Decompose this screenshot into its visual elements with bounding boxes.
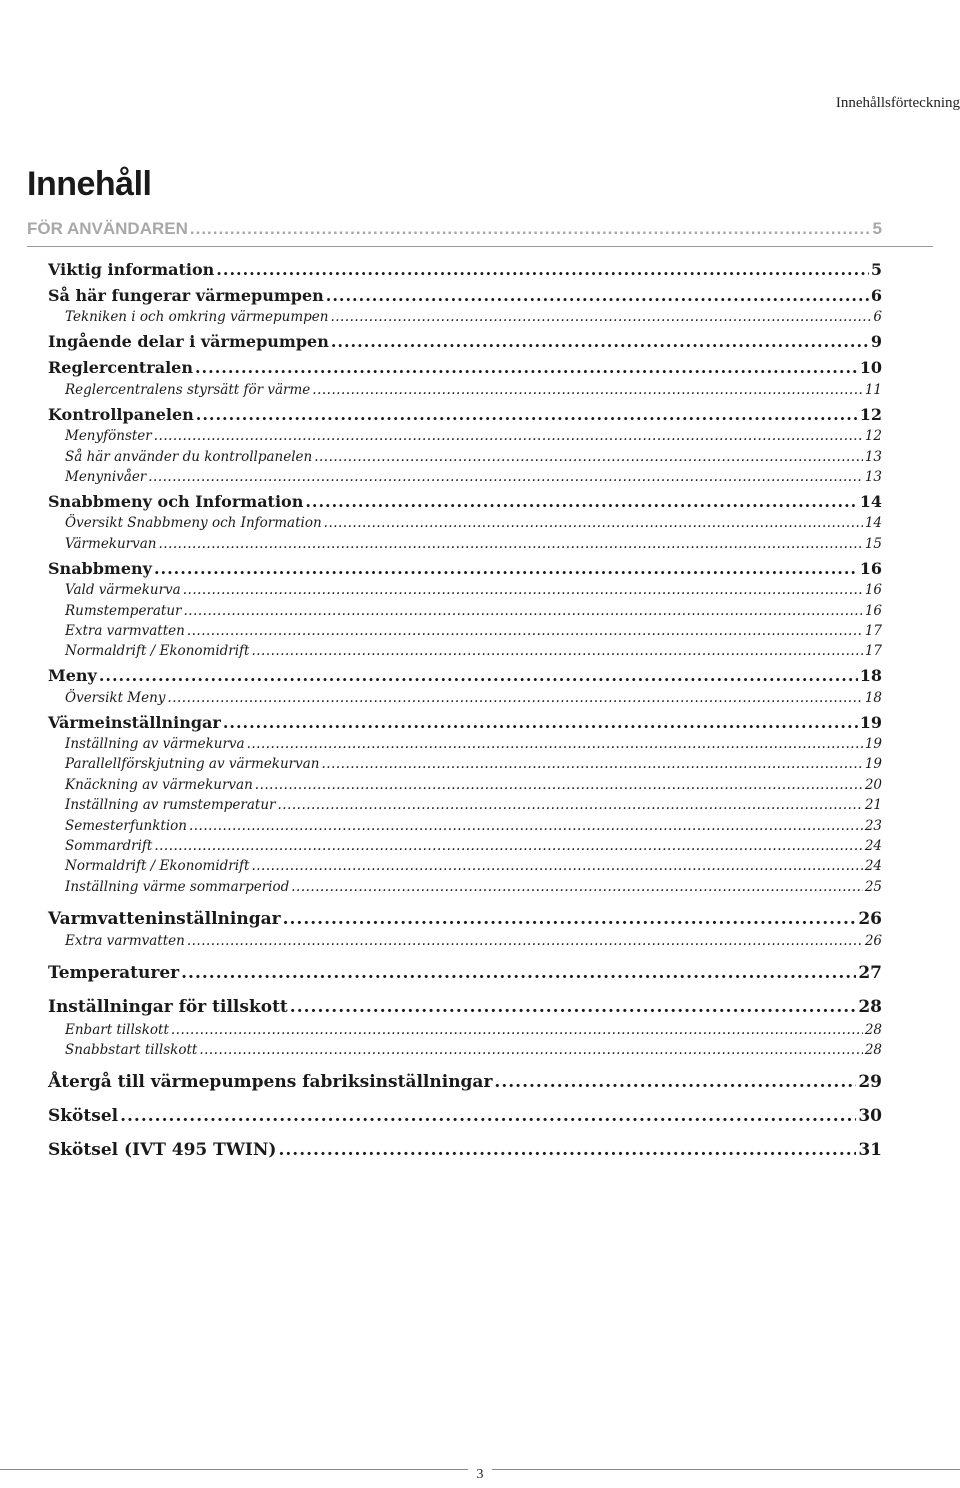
toc-entry[interactable]: [48, 465, 882, 485]
toc-entry-title: Reglercentralens styrsätt för värme: [65, 381, 311, 398]
toc-entry[interactable]: [48, 813, 882, 833]
leader-dots: [99, 666, 858, 685]
toc-entry-title: Normaldrift / Ekonomidrift: [65, 858, 250, 875]
leader-dots: [314, 449, 863, 465]
running-header: Innehållsförteckning: [835, 95, 960, 111]
toc-entry-page: 21: [864, 797, 882, 814]
leader-dots: [331, 332, 869, 351]
toc-entry-title: Menyfönster: [65, 428, 152, 445]
toc-entry[interactable]: [48, 253, 882, 279]
toc-entry[interactable]: [48, 793, 882, 813]
table-of-contents: [48, 253, 882, 1160]
leader-dots: [120, 1106, 856, 1126]
toc-entry-title: Översikt Meny: [65, 689, 166, 706]
toc-entry[interactable]: [48, 706, 882, 732]
toc-entry-title: Reglercentralen: [48, 358, 193, 378]
leader-dots: [223, 713, 858, 732]
toc-entry-title: Extra varmvatten: [65, 933, 185, 950]
toc-entry-title: Viktig information: [48, 260, 215, 279]
leader-dots: [187, 933, 863, 949]
toc-entry-page: 16: [864, 582, 882, 599]
toc-entry-title: Så här använder du kontrollpanelen: [65, 448, 313, 465]
toc-entry-page: 20: [864, 776, 882, 793]
leader-dots: [290, 997, 857, 1017]
toc-entry-page: 24: [864, 858, 882, 875]
leader-dots: [195, 358, 858, 377]
toc-entry[interactable]: [48, 874, 882, 894]
leader-dots: [291, 879, 863, 895]
toc-entry-page: 6: [870, 286, 882, 305]
toc-entry-page: 12: [864, 428, 882, 445]
leader-dots: [187, 623, 863, 639]
leader-dots: [326, 286, 869, 305]
toc-entry-page: 6: [873, 309, 882, 326]
toc-entry[interactable]: [48, 854, 882, 874]
leader-dots: [247, 736, 863, 752]
toc-entry[interactable]: [48, 552, 882, 578]
toc-entry-page: 10: [859, 358, 882, 378]
toc-entry[interactable]: [48, 325, 882, 351]
toc-entry-title: Enbart tillskott: [65, 1021, 169, 1038]
toc-entry-title: Inställningar för tillskott: [48, 997, 288, 1018]
page-title: Innehåll: [27, 165, 152, 203]
toc-entry-title: Återgå till värmepumpens fabriksinställningar: [48, 1071, 493, 1092]
leader-dots: [277, 797, 862, 813]
leader-dots: [181, 963, 856, 983]
leader-dots: [283, 909, 857, 929]
toc-entry-page: 11: [864, 381, 882, 398]
leader-dots: [305, 492, 857, 511]
toc-entry[interactable]: [48, 1017, 882, 1037]
toc-entry-page: 12: [859, 404, 882, 424]
toc-entry-page: 28: [864, 1021, 882, 1038]
toc-entry-page: 27: [858, 963, 882, 984]
toc-entry[interactable]: [48, 732, 882, 752]
toc-entry[interactable]: [48, 1126, 882, 1160]
toc-entry-title: Knäckning av värmekurvan: [65, 776, 253, 793]
toc-entry[interactable]: [48, 1038, 882, 1058]
leader-dots: [324, 515, 863, 531]
toc-entry[interactable]: [48, 659, 882, 685]
toc-entry-page: 14: [859, 491, 882, 511]
leader-dots: [199, 1042, 863, 1058]
leader-dots: [251, 643, 862, 659]
toc-entry[interactable]: [48, 351, 882, 377]
toc-entry[interactable]: [48, 834, 882, 854]
toc-entry-page: 25: [864, 878, 882, 895]
toc-entry[interactable]: [48, 752, 882, 772]
toc-entry-page: 18: [859, 666, 882, 686]
toc-entry-title: Vald värmekurva: [65, 582, 181, 599]
leader-dots: [184, 603, 863, 619]
toc-entry-title: Inställning av värmekurva: [65, 736, 245, 753]
toc-entry[interactable]: [48, 377, 882, 397]
toc-entry[interactable]: [48, 279, 882, 305]
toc-entry-title: Kontrollpanelen: [48, 404, 194, 424]
section-page: 5: [872, 219, 882, 238]
toc-entry[interactable]: [48, 772, 882, 792]
toc-entry-page: 15: [864, 535, 882, 552]
toc-entry-title: Tekniken i och omkring värmepumpen: [65, 309, 329, 326]
leader-dots: [183, 582, 863, 598]
toc-entry-page: 30: [858, 1105, 882, 1126]
toc-entry[interactable]: [48, 619, 882, 639]
leader-dots: [154, 428, 863, 444]
toc-entry-page: 24: [864, 838, 882, 855]
section-divider: [27, 246, 933, 247]
toc-entry-title: Värmeinställningar: [48, 712, 221, 732]
toc-entry[interactable]: [48, 1092, 882, 1126]
toc-entry-page: 13: [864, 448, 882, 465]
toc-entry-title: Normaldrift / Ekonomidrift: [65, 643, 250, 660]
toc-entry-page: 19: [864, 736, 882, 753]
toc-entry[interactable]: [48, 424, 882, 444]
section-label: FÖR ANVÄNDAREN: [27, 219, 188, 238]
toc-entry[interactable]: [48, 895, 882, 929]
toc-entry-title: Snabbstart tillskott: [65, 1041, 198, 1058]
leader-dots: [330, 309, 871, 325]
toc-entry-title: Meny: [48, 666, 97, 686]
leader-dots: [312, 382, 863, 398]
toc-entry[interactable]: [48, 685, 882, 705]
toc-entry[interactable]: [48, 639, 882, 659]
toc-entry-title: Snabbmeny och Information: [48, 491, 304, 511]
leader-dots: [159, 536, 863, 552]
toc-entry-page: 5: [870, 260, 882, 279]
toc-entry-page: 13: [864, 468, 882, 485]
toc-entry-page: 19: [859, 712, 882, 732]
toc-entry[interactable]: [48, 929, 882, 949]
toc-entry-page: 19: [864, 756, 882, 773]
toc-entry[interactable]: [48, 485, 882, 511]
leader-dots: [196, 405, 858, 424]
toc-entry-title: Snabbmeny: [48, 558, 152, 578]
toc-entry-title: Menynivåer: [65, 468, 147, 485]
toc-entry[interactable]: [48, 531, 882, 551]
toc-entry-page: 29: [858, 1071, 882, 1092]
toc-entry[interactable]: [48, 949, 882, 983]
leader-dots: [154, 559, 858, 578]
toc-entry-title: Inställning av rumstemperatur: [65, 797, 276, 814]
toc-entry-title: Skötsel: [48, 1105, 119, 1126]
toc-entry[interactable]: [48, 511, 882, 531]
toc-entry-page: 26: [864, 933, 882, 950]
leader-dots: [216, 260, 869, 279]
toc-entry-page: 16: [864, 602, 882, 619]
leader-dots: [494, 1072, 856, 1092]
section-heading[interactable]: [27, 215, 882, 239]
toc-entry-title: Semesterfunktion: [65, 817, 187, 834]
toc-entry-page: 28: [864, 1041, 882, 1058]
toc-entry-title: Ingående delar i värmepumpen: [48, 332, 329, 352]
leader-dots: [190, 219, 871, 239]
toc-entry-title: Temperaturer: [48, 963, 180, 984]
leader-dots: [154, 838, 862, 854]
toc-entry-title: Värmekurvan: [65, 535, 157, 552]
toc-entry-page: 9: [870, 332, 882, 352]
toc-entry[interactable]: [48, 983, 882, 1017]
toc-entry-page: 16: [859, 558, 882, 578]
leader-dots: [171, 1022, 863, 1038]
toc-entry-title: Rumstemperatur: [65, 602, 182, 619]
toc-entry-title: Sommardrift: [65, 838, 153, 855]
toc-entry[interactable]: [48, 398, 882, 424]
leader-dots: [255, 777, 863, 793]
toc-entry-page: 23: [864, 817, 882, 834]
leader-dots: [322, 756, 863, 772]
toc-entry-title: Inställning värme sommarperiod: [65, 878, 290, 895]
toc-entry-title: Så här fungerar värmepumpen: [48, 286, 324, 305]
toc-entry-page: 28: [858, 997, 882, 1018]
leader-dots: [189, 818, 863, 834]
toc-entry[interactable]: [48, 1058, 882, 1092]
toc-entry-page: 18: [864, 689, 882, 706]
toc-entry[interactable]: [48, 444, 882, 464]
page-number: 3: [468, 1462, 492, 1483]
toc-entry-page: 26: [858, 908, 882, 929]
toc-entry-title: Varmvatteninställningar: [48, 908, 281, 929]
toc-entry-page: 14: [864, 515, 882, 532]
toc-entry[interactable]: [48, 305, 882, 325]
toc-entry-page: 17: [864, 643, 882, 660]
toc-entry-title: Extra varmvatten: [65, 622, 185, 639]
toc-entry-title: Skötsel (IVT 495 TWIN): [48, 1139, 277, 1160]
toc-entry-page: 17: [864, 622, 882, 639]
leader-dots: [148, 469, 863, 485]
leader-dots: [167, 690, 862, 706]
toc-entry-title: Parallellförskjutning av värmekurvan: [65, 756, 320, 773]
toc-entry-title: Översikt Snabbmeny och Information: [65, 515, 322, 532]
leader-dots: [278, 1140, 856, 1160]
toc-entry[interactable]: [48, 598, 882, 618]
leader-dots: [251, 858, 862, 874]
toc-entry[interactable]: [48, 578, 882, 598]
toc-entry-page: 31: [858, 1139, 882, 1160]
